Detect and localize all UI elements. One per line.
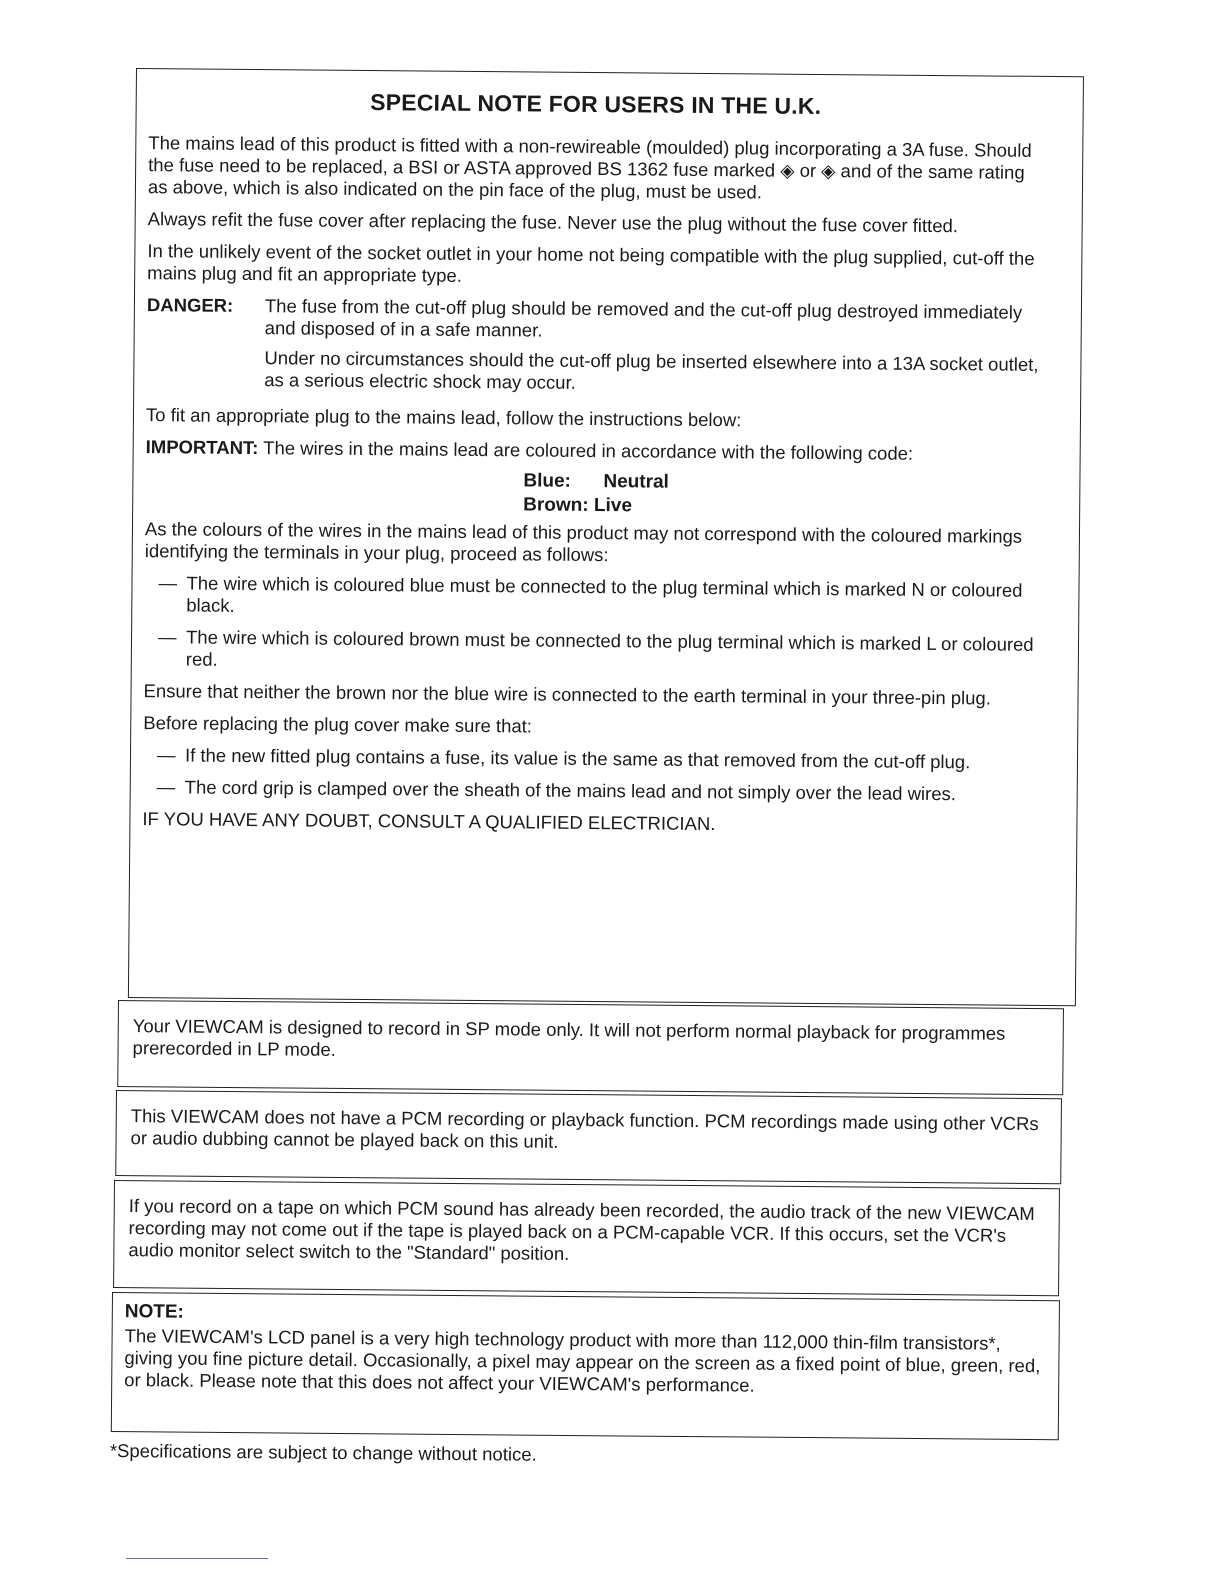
lcd-note-text: The VIEWCAM's LCD panel is a very high technology product with more than 112,000 thin-film transistors*, giving you fine picture detail. Occasionally, a pixel may appear on the screen as a fixed point of blue, green, red, or black. Please note that this does not affect your VIEWCAM's performance. [124, 1325, 1041, 1396]
note-heading: NOTE: [124, 1301, 185, 1323]
before-replacing-paragraph: Before replacing the plug cover make sure that: [143, 712, 533, 737]
fuse-cover-paragraph: Always refit the fuse cover after replacing the fuse. Never use the plug without the fuse cover fitted. [147, 208, 959, 237]
important-label: IMPORTANT: [145, 436, 259, 459]
list-item-text: The wire which is coloured blue must be connected to the plug terminal which is marked N or coloured black. [186, 572, 1023, 616]
danger-text [264, 295, 1041, 406]
dash-bullet: — [157, 626, 177, 648]
consult-electrician: IF YOU HAVE ANY DOUBT, CONSULT A QUALIFIED ELECTRICIAN. [142, 808, 716, 835]
pcm-text: This VIEWCAM does not have a PCM recording or playback function. PCM recordings made using other VCRs or audio dubbing cannot be played back on this unit. [130, 1105, 1039, 1152]
important-paragraph [146, 436, 1040, 466]
dash-bullet: — [156, 744, 176, 766]
dash-bullet: — [158, 572, 178, 594]
fuse-paragraph: The mains lead of this product is fitted with a non-rewireable (moulded) plug incorporating a 3A fuse. Should the fuse need to be replaced, a BSI or ASTA approved BS 1362 fuse marked ◈ or ◈ and of the same rating as above, which is also indicated on the pin face of the plug, must be used. [147, 132, 1032, 203]
socket-paragraph: In the unlikely event of the socket outlet in your home not being compatible with the plug supplied, cut-off the mains plug and fit an appropriate type. [147, 240, 1035, 286]
sp-mode-note-box [117, 1000, 1064, 1095]
earth-paragraph: Ensure that neither the brown nor the blue wire is connected to the earth terminal in your three-pin plug. [143, 680, 992, 709]
list-item [157, 776, 1037, 806]
code-blue-key: Blue: [523, 470, 572, 492]
code-brown-value: Live [593, 495, 633, 517]
list-item-text: The cord grip is clamped over the sheath of the mains lead and not simply over the lead wires. [184, 776, 957, 805]
code-blue-value: Neutral [603, 471, 669, 493]
danger-text-1: The fuse from the cut-off plug should be removed and the cut-off plug destroyed immediately and disposed of in a safe manner. [264, 295, 1023, 341]
bottom-divider [126, 1558, 268, 1559]
colours-paragraph: As the colours of the wires in the mains lead of this product may not correspond with the coloured markings identifying the terminals in your plug, proceed as follows: [144, 518, 1023, 566]
wire-colour-code [145, 466, 1039, 522]
fit-plug-paragraph: To fit an appropriate plug to the mains lead, follow the instructions below: [145, 404, 742, 431]
list-item [158, 626, 1038, 678]
pcm-note-box [115, 1090, 1062, 1184]
list-item [157, 744, 1037, 774]
list-item-text: If the new fitted plug contains a fuse, its value is the same as that removed from the cut-off plug. [184, 744, 971, 773]
lcd-note-box [111, 1292, 1060, 1440]
list-item [158, 572, 1038, 624]
danger-text-2: Under no circumstances should the cut-off plug be inserted elsewhere into a 13A socket outlet, as a serious electric shock may occur. [264, 347, 1039, 393]
danger-section [146, 294, 1041, 406]
pcm-recording-note-box [113, 1180, 1060, 1296]
important-text: The wires in the mains lead are coloured in accordance with the following code: [258, 437, 914, 464]
sp-mode-text: Your VIEWCAM is designed to record in SP mode only. It will not perform normal playback for programmes prerecorded in LP mode. [132, 1015, 1006, 1060]
danger-label: DANGER: [146, 294, 234, 316]
list-item-text: The wire which is coloured brown must be connected to the plug terminal which is marked L or coloured red. [185, 626, 1034, 670]
uk-special-note-box [128, 68, 1084, 1006]
pcm-recording-text: If you record on a tape on which PCM sound has already been recorded, the audio track of the new VIEWCAM recording may not come out if the tape is played back on a PCM-capable VCR. If this occurs, set the VCR's audio monitor select switch to the "Standard" position. [128, 1195, 1035, 1264]
dash-bullet: — [156, 776, 176, 798]
specifications-footnote: *Specifications are subject to change without notice. [109, 1440, 537, 1465]
code-brown-key: Brown: [523, 494, 589, 516]
uk-note-title: SPECIAL NOTE FOR USERS IN THE U.K. [370, 89, 822, 119]
code-brown [523, 493, 1039, 522]
